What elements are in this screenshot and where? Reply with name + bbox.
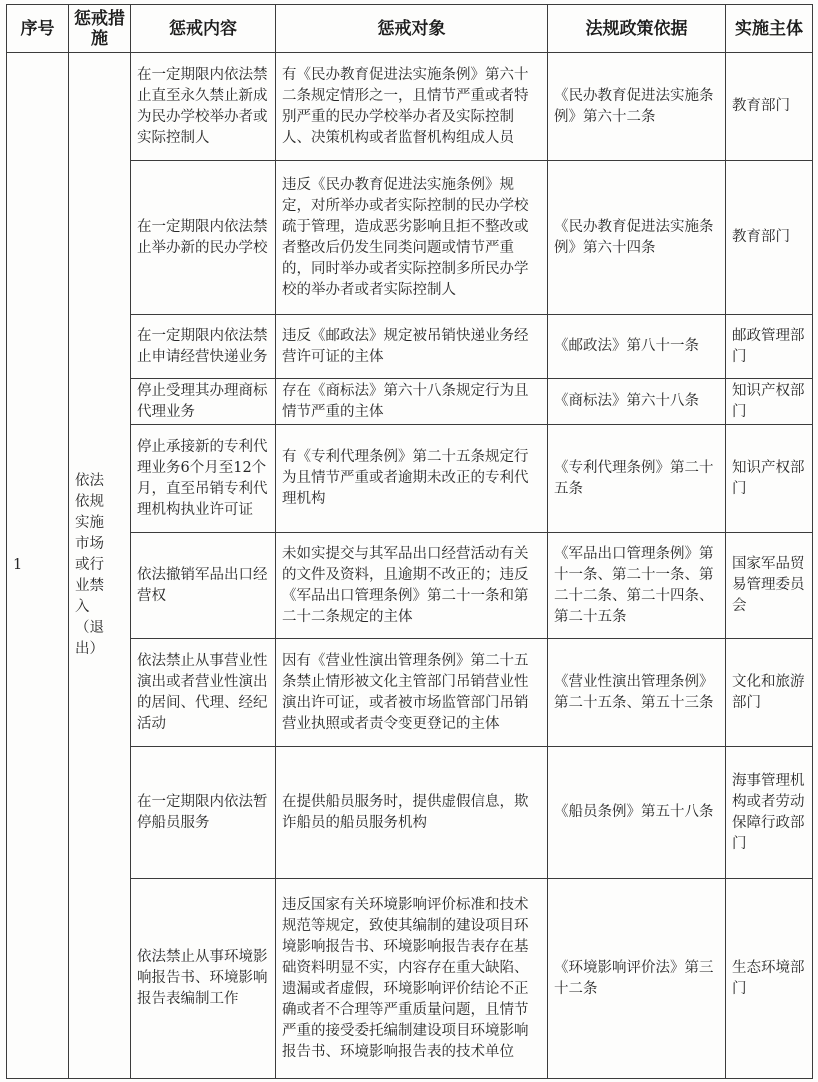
subject-cell: 教育部门: [726, 53, 813, 161]
target-cell: 违反《民办教育促进法实施条例》规定，对所举办或者实际控制的民办学校疏于管理，造成恶劣影响且拒不整改或者整改后仍发生同类问题或情节严重的，同时举办或者实际控制多所民办学校的举办者或者实际控制人: [276, 161, 548, 315]
subject-cell: 国家军品贸易管理委员会: [726, 533, 813, 639]
header-seq: 序号: [7, 5, 69, 53]
header-content: 惩戒内容: [131, 5, 276, 53]
header-row: [7, 5, 813, 53]
seq-cell: 1: [7, 53, 69, 1079]
basis-cell: 《民办教育促进法实施条例》第六十四条: [548, 161, 726, 315]
basis-cell: 《军品出口管理条例》第十一条、第二十一条、第二十二条、第二十四条、第二十五条: [548, 533, 726, 639]
basis-cell: 《民办教育促进法实施条例》第六十二条: [548, 53, 726, 161]
target-cell: 存在《商标法》第六十八条规定行为且情节严重的主体: [276, 379, 548, 425]
basis-cell: 《邮政法》第八十一条: [548, 315, 726, 379]
header-target: 惩戒对象: [276, 5, 548, 53]
basis-cell: 《营业性演出管理条例》第二十五条、第五十三条: [548, 639, 726, 747]
subject-cell: 知识产权部门: [726, 425, 813, 533]
basis-cell: 《环境影响评价法》第三十二条: [548, 879, 726, 1079]
subject-cell: 生态环境部门: [726, 879, 813, 1079]
header-subject: 实施主体: [726, 5, 813, 53]
content-cell: 依法禁止从事环境影响报告书、环境影响报告表编制工作: [131, 879, 276, 1079]
target-cell: 违反《邮政法》规定被吊销快递业务经营许可证的主体: [276, 315, 548, 379]
content-cell: 停止承接新的专利代理业务6个月至12个月，直至吊销专利代理机构执业许可证: [131, 425, 276, 533]
content-cell: 在一定期限内依法禁止申请经营快递业务: [131, 315, 276, 379]
content-cell: 在一定期限内依法暂停船员服务: [131, 747, 276, 879]
target-cell: 未如实提交与其军品出口经营活动有关的文件及资料，且逾期不改正的；违反《军品出口管理条例》第二十一条和第二十二条规定的主体: [276, 533, 548, 639]
basis-cell: 《船员条例》第五十八条: [548, 747, 726, 879]
subject-cell: 海事管理机构或者劳动保障行政部门: [726, 747, 813, 879]
basis-cell: 《商标法》第六十八条: [548, 379, 726, 425]
measure-cell: [69, 53, 131, 1079]
content-cell: 在一定期限内依法禁止直至永久禁止新成为民办学校举办者或实际控制人: [131, 53, 276, 161]
target-cell: 有《民办教育促进法实施条例》第六十二条规定情形之一，且情节严重或者特别严重的民办学校举办者及实际控制人、决策机构或者监督机构组成人员: [276, 53, 548, 161]
basis-cell: 《专利代理条例》第二十五条: [548, 425, 726, 533]
header-basis: 法规政策依据: [548, 5, 726, 53]
subject-cell: 邮政管理部门: [726, 315, 813, 379]
table-row: [7, 53, 813, 161]
subject-cell: 文化和旅游部门: [726, 639, 813, 747]
target-cell: 违反国家有关环境影响评价标准和技术规范等规定，致使其编制的建设项目环境影响报告书、环境影响报告表存在基础资料明显不实，内容存在重大缺陷、遗漏或者虚假，环境影响评价结论不正确或者不合理等严重质量问题，且情节严重的接受委托编制建设项目环境影响报告书、环境影响报告表的技术单位: [276, 879, 548, 1079]
punishment-table: [6, 4, 813, 1079]
target-cell: 在提供船员服务时，提供虚假信息，欺诈船员的船员服务机构: [276, 747, 548, 879]
measure-text: 依法依规实施市场或行业禁入（退出）: [75, 473, 104, 657]
subject-cell: 教育部门: [726, 161, 813, 315]
target-cell: 因有《营业性演出管理条例》第二十五条禁止情形被文化主管部门吊销营业性演出许可证，或者被市场监管部门吊销营业执照或者责令变更登记的主体: [276, 639, 548, 747]
target-cell: 有《专利代理条例》第二十五条规定行为且情节严重或者逾期未改正的专利代理机构: [276, 425, 548, 533]
content-cell: 依法撤销军品出口经营权: [131, 533, 276, 639]
content-cell: 依法禁止从事营业性演出或者营业性演出的居间、代理、经纪活动: [131, 639, 276, 747]
header-measure: 惩戒措施: [69, 5, 131, 53]
content-cell: 在一定期限内依法禁止举办新的民办学校: [131, 161, 276, 315]
subject-cell: 知识产权部门: [726, 379, 813, 425]
content-cell: 停止受理其办理商标代理业务: [131, 379, 276, 425]
